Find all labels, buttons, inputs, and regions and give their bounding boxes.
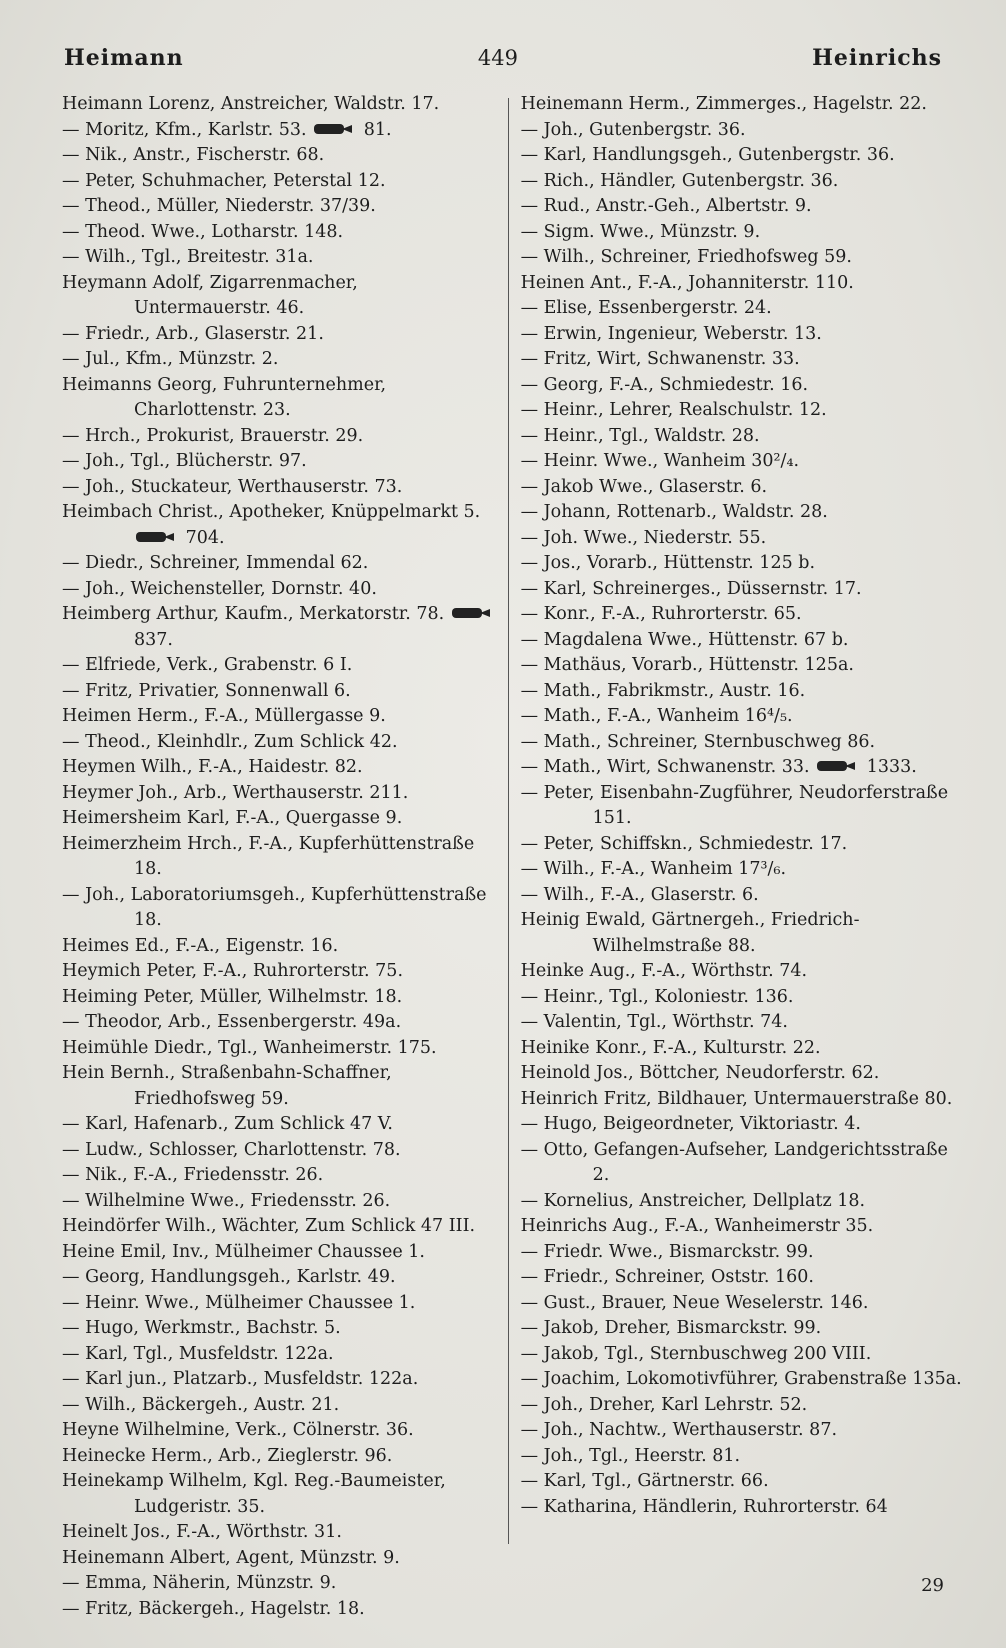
directory-entry: — Magdalena Wwe., Hüttenstr. 67 b. <box>520 629 849 650</box>
directory-entry: — Wilh., Schreiner, Friedhofsweg 59. <box>520 247 852 267</box>
directory-entry: Heymich Peter, F.-A., Ruhrorterstr. 75. <box>62 961 404 981</box>
directory-entry: Hein Bernh., Straßenbahn-Schaffner, Friedhofsweg 59. <box>62 1063 392 1109</box>
directory-entry: — Nik., F.-A., Friedensstr. 26. <box>62 1165 324 1185</box>
directory-entry: — Karl jun., Platzarb., Musfeldstr. 122a. <box>62 1369 419 1389</box>
directory-entry: — Joh., Dreher, Karl Lehrstr. 52. <box>520 1394 808 1415</box>
directory-entry: Heinrichs Aug., F.-A., Wanheimerstr 35. <box>520 1216 874 1236</box>
directory-entry: — Friedr. Wwe., Bismarckstr. 99. <box>520 1241 814 1262</box>
directory-entry: Heinelt Jos., F.-A., Wörthstr. 31. <box>62 1522 342 1542</box>
directory-entry: — Theodor, Arb., Essenbergerstr. 49a. <box>62 1012 402 1032</box>
directory-entry: — Jakob, Dreher, Bismarckstr. 99. <box>520 1318 822 1338</box>
directory-entry: — Joh., Nachtw., Werthauserstr. 87. <box>520 1420 838 1440</box>
directory-entry: — Georg, F.-A., Schmiedestr. 16. <box>520 374 809 395</box>
directory-entry: — Karl, Tgl., Gärtnerstr. 66. <box>520 1471 769 1491</box>
directory-entry: — Joh. Wwe., Niederstr. 55. <box>520 527 767 548</box>
directory-entry: — Heinr. Wwe., Mülheimer Chaussee 1. <box>62 1292 416 1313</box>
directory-entry: — Georg, Handlungsgeh., Karlstr. 49. <box>62 1267 396 1287</box>
telephone-icon <box>312 122 354 136</box>
directory-entry: Heimes Ed., F.-A., Eigenstr. 16. <box>62 935 339 956</box>
directory-entry: Heimanns Georg, Fuhrunternehmer, Charlottenstr. 23. <box>62 374 387 420</box>
directory-entry: Heimühle Diedr., Tgl., Wanheimerstr. 175. <box>62 1037 437 1058</box>
directory-entry: Heinen Ant., F.-A., Johanniterstr. 110. <box>520 272 854 293</box>
directory-entry: — Friedr., Schreiner, Oststr. 160. <box>520 1267 814 1287</box>
directory-entry: Heiming Peter, Müller, Wilhelmstr. 18. <box>62 986 403 1007</box>
directory-entry: — Math., Wirt, Schwanenstr. 33. 1333. <box>520 757 917 777</box>
directory-entry: — Valentin, Tgl., Wörthstr. 74. <box>520 1012 788 1032</box>
directory-entry: — Peter, Schuhmacher, Peterstal 12. <box>62 170 386 191</box>
directory-entry: — Karl, Schreinerges., Düssernstr. 17. <box>520 578 862 599</box>
telephone-icon <box>815 759 857 773</box>
directory-entry: — Joh., Tgl., Blücherstr. 97. <box>62 451 307 471</box>
directory-entry: — Wilh., Tgl., Breitestr. 31a. <box>62 247 314 267</box>
directory-entry: — Hrch., Prokurist, Brauerstr. 29. <box>62 425 364 446</box>
directory-entry: — Theod., Müller, Niederstr. 37/39. <box>62 196 376 216</box>
directory-entry: — Elfriede, Verk., Grabenstr. 6 I. <box>62 655 353 675</box>
directory-entry: — Peter, Eisenbahn-Zugführer, Neudorferstraße 151. <box>520 782 949 828</box>
directory-entry: — Theod. Wwe., Lotharstr. 148. <box>62 221 344 242</box>
directory-entry: Heimen Herm., F.-A., Müllergasse 9. <box>62 706 386 726</box>
directory-entry: — Emma, Näherin, Münzstr. 9. <box>62 1573 337 1593</box>
directory-entry: — Jakob Wwe., Glaserstr. 6. <box>520 476 768 497</box>
directory-entry: — Peter, Schiffskn., Schmiedestr. 17. <box>520 833 848 854</box>
directory-entry: — Math., F.-A., Wanheim 16⁴/₅. <box>520 706 793 726</box>
directory-entry: — Katharina, Händlerin, Ruhrorterstr. 64 <box>520 1496 888 1517</box>
directory-entry: — Jul., Kfm., Münzstr. 2. <box>62 349 279 369</box>
footer-signature: 29 <box>921 1575 944 1596</box>
directory-entry: Heyne Wilhelmine, Verk., Cölnerstr. 36. <box>62 1420 414 1440</box>
directory-entry: Heinold Jos., Böttcher, Neudorferstr. 62. <box>520 1063 880 1083</box>
directory-entry: — Heinr. Wwe., Wanheim 30²/₄. <box>520 451 800 471</box>
directory-entry: — Joh., Weichensteller, Dornstr. 40. <box>62 578 377 599</box>
directory-entry: — Mathäus, Vorarb., Hüttenstr. 125a. <box>520 655 854 675</box>
directory-entry: — Hugo, Beigeordneter, Viktoriastr. 4. <box>520 1114 861 1134</box>
directory-entry: — Rud., Anstr.-Geh., Albertstr. 9. <box>520 196 812 216</box>
directory-entry: — Friedr., Arb., Glaserstr. 21. <box>62 323 324 344</box>
directory-entry: — Sigm. Wwe., Münzstr. 9. <box>520 221 761 242</box>
directory-entry: Heine Emil, Inv., Mülheimer Chaussee 1. <box>62 1241 425 1262</box>
directory-entry: — Joachim, Lokomotivführer, Grabenstraße 135a. <box>520 1369 962 1389</box>
directory-entry: Heimersheim Karl, F.-A., Quergasse 9. <box>62 808 403 828</box>
directory-entry: — Math., Fabrikmstr., Austr. 16. <box>520 680 806 701</box>
telephone-icon <box>134 530 176 544</box>
directory-entry: — Jos., Vorarb., Hüttenstr. 125 b. <box>520 553 816 573</box>
directory-entry: Heymer Joh., Arb., Werthauserstr. 211. <box>62 782 409 803</box>
directory-entry: — Erwin, Ingenieur, Weberstr. 13. <box>520 323 822 344</box>
right-column <box>509 92 966 1552</box>
directory-entry: — Math., Schreiner, Sternbuschweg 86. <box>520 731 876 752</box>
directory-entry: — Theod., Kleinhdlr., Zum Schlick 42. <box>62 731 398 752</box>
directory-entry: — Nik., Anstr., Fischerstr. 68. <box>62 145 325 165</box>
directory-entry: Heimbach Christ., Apotheker, Knüppelmarkt 5. 704. <box>62 502 481 548</box>
directory-entry: Heinig Ewald, Gärtnergeh., Friedrich-Wilhelmstraße 88. <box>520 910 860 956</box>
directory-entry: — Johann, Rottenarb., Waldstr. 28. <box>520 502 828 522</box>
directory-entry: Heinecke Herm., Arb., Zieglerstr. 96. <box>62 1445 393 1466</box>
directory-entry: — Joh., Tgl., Heerstr. 81. <box>520 1445 741 1466</box>
directory-columns <box>62 92 966 1619</box>
directory-entry: Heinke Aug., F.-A., Wörthstr. 74. <box>520 961 808 981</box>
directory-entry: — Wilh., Bäckergeh., Austr. 21. <box>62 1394 340 1415</box>
directory-entry: Heymann Adolf, Zigarrenmacher, Untermauerstr. 46. <box>62 272 358 318</box>
header-right-name: Heinrichs <box>812 45 942 71</box>
directory-entry: — Joh., Gutenbergstr. 36. <box>520 119 746 140</box>
directory-entry: Heimerzheim Hrch., F.-A., Kupferhüttenstraße 18. <box>62 833 475 879</box>
directory-entry: Heinemann Albert, Agent, Münzstr. 9. <box>62 1547 400 1568</box>
directory-entry: Heinrich Fritz, Bildhauer, Untermauerstraße 80. <box>520 1088 953 1109</box>
directory-entry: Heinemann Herm., Zimmerges., Hagelstr. 22. <box>520 94 927 114</box>
directory-entry: Heinekamp Wilhelm, Kgl. Reg.-Baumeister, Ludgeristr. 35. <box>62 1471 446 1517</box>
directory-entry: — Gust., Brauer, Neue Weselerstr. 146. <box>520 1292 869 1313</box>
directory-entry: — Fritz, Bäckergeh., Hagelstr. 18. <box>62 1598 365 1619</box>
left-column <box>62 92 508 1619</box>
directory-entry: — Heinr., Lehrer, Realschulstr. 12. <box>520 400 827 420</box>
directory-entry: — Rich., Händler, Gutenbergstr. 36. <box>520 170 839 191</box>
directory-entry: — Jakob, Tgl., Sternbuschweg 200 VIII. <box>520 1343 872 1364</box>
header-left-name: Heimann <box>64 45 184 71</box>
directory-entry: Heindörfer Wilh., Wächter, Zum Schlick 47 III. <box>62 1216 476 1236</box>
directory-entry: — Joh., Laboratoriumsgeh., Kupferhüttenstraße 18. <box>62 884 487 930</box>
directory-entry: — Wilhelmine Wwe., Friedensstr. 26. <box>62 1190 391 1211</box>
directory-entry: Heymen Wilh., F.-A., Haidestr. 82. <box>62 757 363 777</box>
directory-entry: — Joh., Stuckateur, Werthauserstr. 73. <box>62 476 403 497</box>
directory-entry: — Karl, Hafenarb., Zum Schlick 47 V. <box>62 1114 393 1134</box>
directory-entry: — Wilh., F.-A., Wanheim 17³/₆. <box>520 859 787 879</box>
directory-entry: — Kornelius, Anstreicher, Dellplatz 18. <box>520 1190 866 1211</box>
page-header <box>64 36 942 80</box>
directory-entry: — Ludw., Schlosser, Charlottenstr. 78. <box>62 1139 401 1160</box>
directory-entry: — Fritz, Wirt, Schwanenstr. 33. <box>520 349 800 369</box>
directory-entry: — Diedr., Schreiner, Immendal 62. <box>62 553 369 573</box>
directory-entry: Heinike Konr., F.-A., Kulturstr. 22. <box>520 1037 821 1058</box>
directory-entry: — Moritz, Kfm., Karlstr. 53. 81. <box>62 119 392 140</box>
directory-entry: — Wilh., F.-A., Glaserstr. 6. <box>520 884 759 905</box>
telephone-icon <box>450 606 492 620</box>
directory-entry: — Konr., F.-A., Ruhrorterstr. 65. <box>520 604 802 624</box>
directory-entry: — Hugo, Werkmstr., Bachstr. 5. <box>62 1318 341 1338</box>
directory-entry: — Karl, Handlungsgeh., Gutenbergstr. 36. <box>520 145 895 165</box>
directory-entry: — Otto, Gefangen-Aufseher, Landgerichtsstraße 2. <box>520 1139 948 1185</box>
directory-entry: — Fritz, Privatier, Sonnenwall 6. <box>62 680 351 701</box>
directory-entry: — Heinr., Tgl., Waldstr. 28. <box>520 425 760 446</box>
directory-entry: Heimann Lorenz, Anstreicher, Waldstr. 17. <box>62 94 440 114</box>
directory-entry: — Elise, Essenbergerstr. 24. <box>520 298 772 318</box>
page-number: 449 <box>477 46 518 70</box>
directory-entry: — Karl, Tgl., Musfeldstr. 122a. <box>62 1343 334 1364</box>
directory-entry: — Heinr., Tgl., Koloniestr. 136. <box>520 986 794 1007</box>
directory-entry: Heimberg Arthur, Kaufm., Merkatorstr. 78. 837. <box>62 602 500 653</box>
